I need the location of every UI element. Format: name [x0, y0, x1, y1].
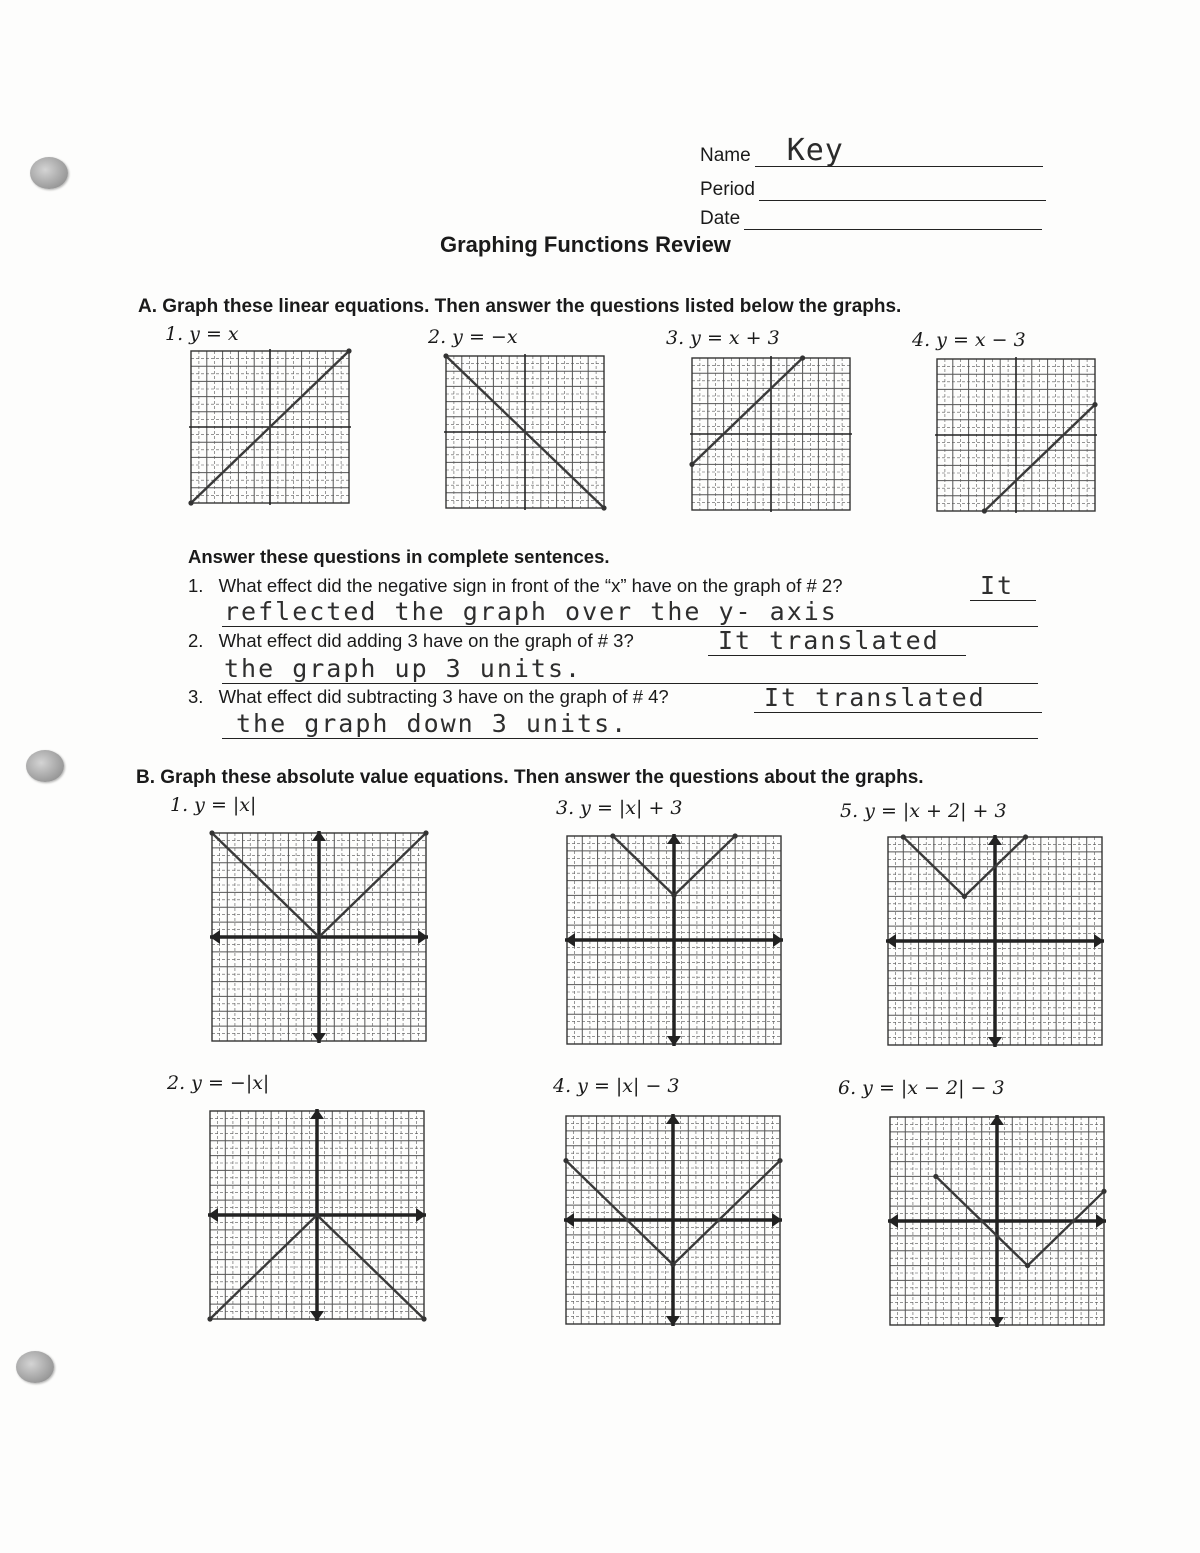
- binder-hole-bottom: [16, 1351, 54, 1383]
- answer-2-start: It translated: [718, 626, 940, 655]
- eq-b6: 6. y = |x − 2| − 3: [838, 1077, 1005, 1099]
- question-1: [188, 575, 843, 597]
- plotted-point: [443, 353, 448, 358]
- graph-b1: [208, 829, 430, 1045]
- plotted-point: [982, 508, 987, 513]
- graph-svg: [884, 833, 1106, 1049]
- graph-svg: [187, 347, 353, 507]
- plotted-point: [610, 833, 615, 838]
- graph-svg: [563, 832, 785, 1048]
- plotted-point: [209, 830, 214, 835]
- graph-svg: [933, 355, 1099, 515]
- plotted-point: [346, 348, 351, 353]
- eq-b4: 4. y = |x| − 3: [553, 1075, 680, 1097]
- answer-1-second-line[interactable]: [222, 597, 1038, 627]
- question-1-text: What effect did the negative sign in front of the “x” have on the graph of # 2?: [218, 575, 843, 596]
- binder-hole-top: [30, 157, 68, 189]
- plotted-point: [777, 1158, 782, 1163]
- plotted-point: [901, 834, 906, 839]
- plotted-point: [671, 893, 676, 898]
- answer-1-first-line[interactable]: [970, 571, 1036, 601]
- question-3-number: 3.: [188, 686, 204, 707]
- question-2: [188, 630, 634, 652]
- eq-b5: 5. y = |x + 2| + 3: [840, 800, 1007, 822]
- name-value: Key: [786, 133, 844, 168]
- eq-b3: 3. y = |x| + 3: [556, 797, 683, 819]
- section-b-heading: B. Graph these absolute value equations. Then answer the questions about the graphs.: [136, 767, 924, 788]
- answer-2-second-line[interactable]: [222, 654, 1038, 684]
- plotted-point: [563, 1158, 568, 1163]
- question-2-number: 2.: [188, 630, 204, 651]
- question-3-text: What effect did subtracting 3 have on the graph of # 4?: [218, 686, 669, 707]
- answer-3-rest: the graph down 3 units.: [236, 709, 629, 738]
- question-1-number: 1.: [188, 575, 204, 596]
- eq-a2: 2. y = −x: [428, 326, 518, 348]
- plotted-point: [423, 830, 428, 835]
- eq-a3: 3. y = x + 3: [666, 327, 780, 349]
- period-line[interactable]: [700, 178, 1046, 201]
- plotted-point: [733, 833, 738, 838]
- plotted-point: [962, 894, 967, 899]
- graph-svg: [206, 1107, 428, 1323]
- graph-svg: [688, 354, 854, 514]
- answer-3-second-line[interactable]: [222, 709, 1038, 739]
- graph-b3: [563, 832, 785, 1048]
- plotted-point: [207, 1316, 212, 1321]
- graph-b6: [886, 1113, 1108, 1329]
- plotted-point: [1025, 1263, 1030, 1268]
- answer-3-first-line[interactable]: [754, 683, 1042, 713]
- questions-heading: Answer these questions in complete sentences.: [188, 546, 610, 567]
- graph-svg: [562, 1112, 784, 1328]
- plotted-point: [1101, 1189, 1106, 1194]
- graph-svg: [886, 1113, 1108, 1329]
- eq-b2: 2. y = −|x|: [167, 1072, 270, 1094]
- graph-a3: [688, 354, 854, 514]
- plotted-point: [1023, 834, 1028, 839]
- plotted-point: [670, 1262, 675, 1267]
- plotted-point: [316, 934, 321, 939]
- graph-b5: [884, 833, 1106, 1049]
- graph-a2: [442, 352, 608, 512]
- graph-b4: [562, 1112, 784, 1328]
- date-line[interactable]: [700, 207, 1042, 230]
- plotted-point: [800, 355, 805, 360]
- eq-a1: 1. y = x: [165, 323, 239, 345]
- period-label: Period: [700, 179, 755, 200]
- binder-hole-middle: [26, 750, 64, 782]
- section-a-heading: A. Graph these linear equations. Then answer the questions listed below the graphs.: [138, 296, 902, 317]
- plotted-point: [601, 505, 606, 510]
- plotted-point: [933, 1174, 938, 1179]
- question-3: [188, 686, 669, 708]
- date-label: Date: [700, 208, 741, 229]
- graph-a1: [187, 347, 353, 507]
- answer-2-rest: the graph up 3 units.: [224, 654, 583, 683]
- plotted-point: [689, 462, 694, 467]
- page-title: Graphing Functions Review: [440, 232, 731, 257]
- plotted-point: [1092, 402, 1097, 407]
- graph-svg: [442, 352, 608, 512]
- question-2-text: What effect did adding 3 have on the graph of # 3?: [218, 630, 634, 651]
- plotted-point: [421, 1316, 426, 1321]
- answer-1-start: It: [980, 571, 1015, 600]
- answer-3-start: It translated: [764, 683, 986, 712]
- eq-b1: 1. y = |x|: [170, 794, 257, 816]
- graph-a4: [933, 355, 1099, 515]
- answer-2-first-line[interactable]: [708, 626, 966, 656]
- name-label: Name: [700, 145, 751, 166]
- plotted-point: [314, 1212, 319, 1217]
- name-line[interactable]: [700, 133, 1043, 168]
- answer-1-rest: reflected the graph over the y- axis: [224, 597, 838, 626]
- graph-b2: [206, 1107, 428, 1323]
- eq-a4: 4. y = x − 3: [912, 329, 1026, 351]
- graph-svg: [208, 829, 430, 1045]
- plotted-point: [188, 500, 193, 505]
